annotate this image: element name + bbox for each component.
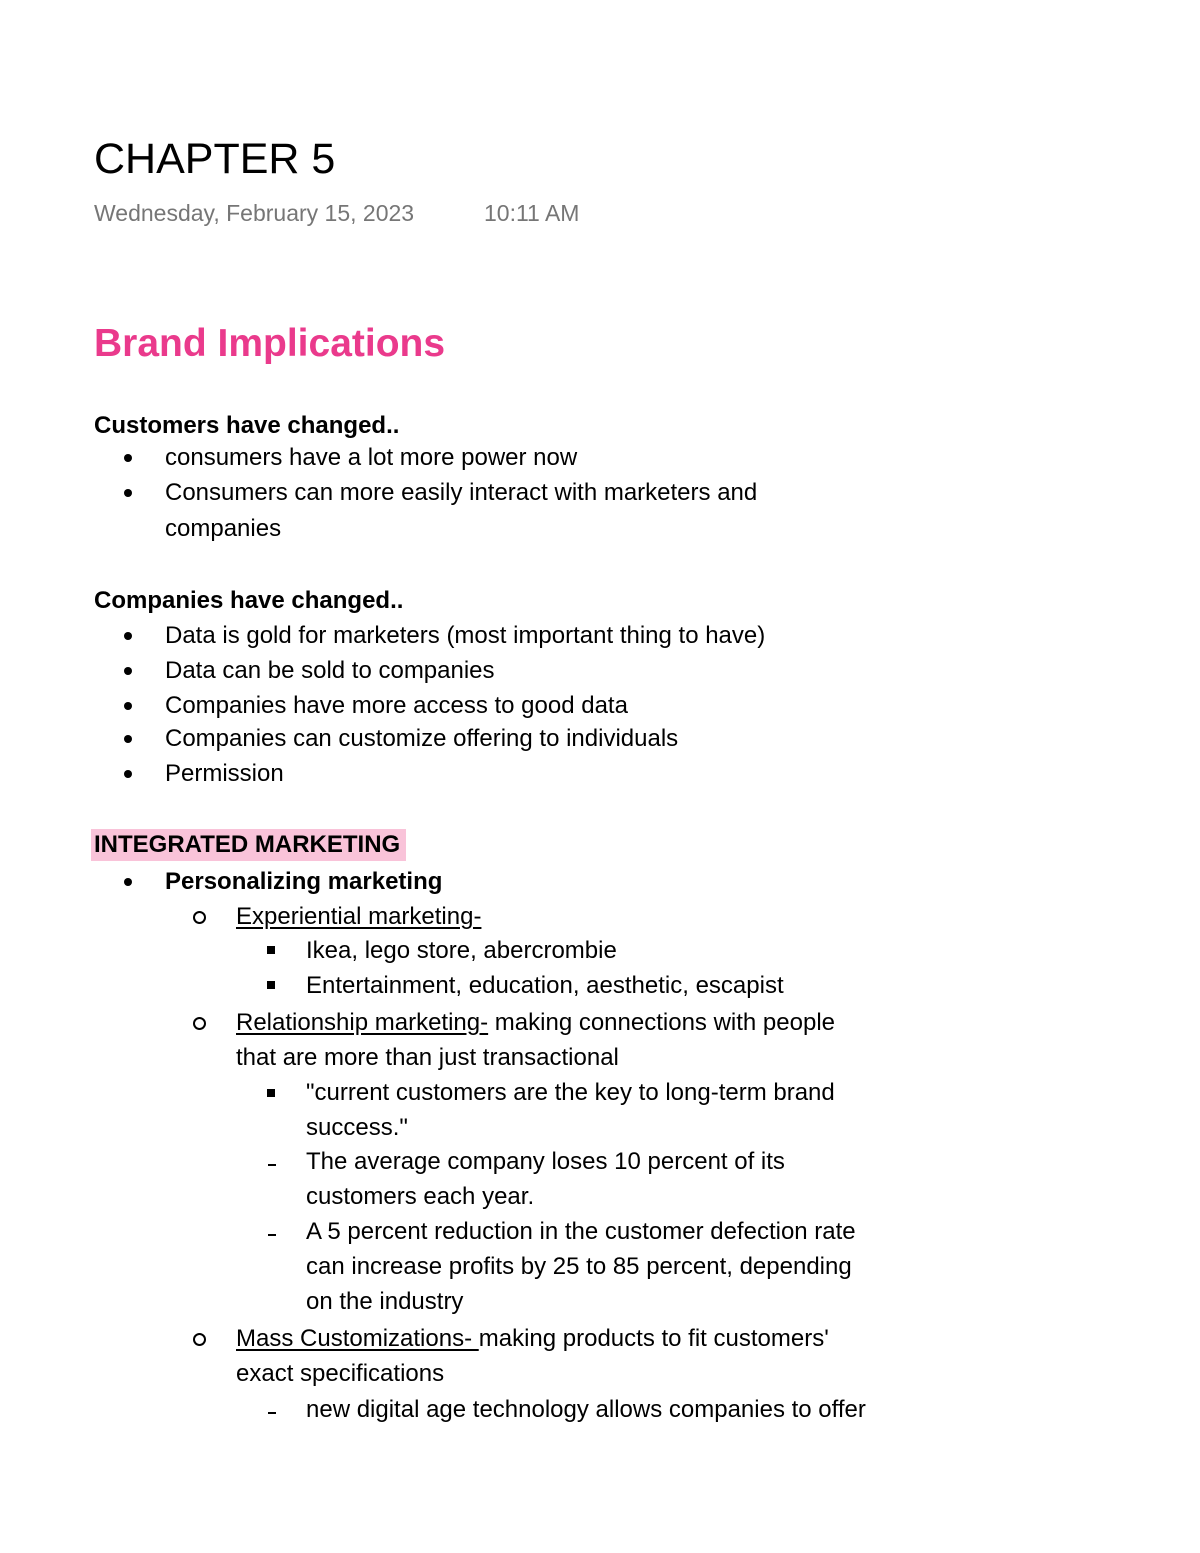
list-item: Companies have more access to good data <box>165 692 628 719</box>
list-item: consumers have a lot more power now <box>165 444 578 471</box>
bullet-circle <box>193 1017 206 1030</box>
list-item-continuation: companies <box>165 515 282 542</box>
relationship-term: Relationship marketing- <box>236 1009 489 1036</box>
bullet-dot <box>124 489 132 497</box>
list-item: "current customers are the key to long-term brand <box>306 1079 835 1106</box>
bullet-dot <box>124 735 132 743</box>
mass-customization-desc: making products to fit customers' <box>478 1325 829 1352</box>
relationship-item <box>236 1008 835 1038</box>
bullet-dot <box>124 702 132 710</box>
bullet-dot <box>124 770 132 778</box>
list-item-continuation: success." <box>306 1114 408 1141</box>
mass-customization-term: Mass Customizations- <box>236 1325 479 1352</box>
list-item: new digital age technology allows companies to offer <box>306 1396 866 1423</box>
section-heading: Brand Implications <box>94 322 446 365</box>
list-item: Consumers can more easily interact with marketers and <box>165 479 758 506</box>
mass-customization-continuation: exact specifications <box>236 1360 445 1387</box>
companies-heading: Companies have changed.. <box>94 587 404 614</box>
list-item-continuation: customers each year. <box>306 1183 535 1210</box>
bullet-dot <box>124 454 132 462</box>
list-item: Ikea, lego store, abercrombie <box>306 937 617 964</box>
integrated-heading <box>94 830 406 860</box>
relationship-continuation: that are more than just transactional <box>236 1044 619 1071</box>
bullet-dash <box>268 1234 276 1236</box>
highlighted-heading: INTEGRATED MARKETING <box>91 829 406 861</box>
bullet-dash <box>268 1164 276 1166</box>
bullet-square <box>267 1089 275 1097</box>
list-item: The average company loses 10 percent of its <box>306 1148 785 1175</box>
bullet-dash <box>268 1412 276 1414</box>
list-item: Data is gold for marketers (most important thing to have) <box>165 622 766 649</box>
list-item: Entertainment, education, aesthetic, escapist <box>306 972 784 999</box>
list-item-continuation: can increase profits by 25 to 85 percent, depending <box>306 1253 852 1280</box>
bullet-circle <box>193 911 206 924</box>
list-item: Data can be sold to companies <box>165 657 495 684</box>
customers-heading: Customers have changed.. <box>94 412 400 439</box>
bullet-circle <box>193 1333 206 1346</box>
experiential-item <box>236 902 481 932</box>
bullet-dot <box>124 667 132 675</box>
bullet-dot <box>124 878 132 886</box>
bullet-square <box>267 946 275 954</box>
list-item: A 5 percent reduction in the customer defection rate <box>306 1218 856 1245</box>
mass-customization-item <box>236 1324 829 1354</box>
personalizing-item: Personalizing marketing <box>165 868 443 895</box>
page-date: Wednesday, February 15, 2023 <box>94 200 415 226</box>
page-title: CHAPTER 5 <box>94 135 336 183</box>
bullet-square <box>267 981 275 989</box>
list-item: Companies can customize offering to individuals <box>165 725 679 752</box>
list-item-continuation: on the industry <box>306 1288 464 1315</box>
page-time: 10:11 AM <box>484 200 580 226</box>
list-item: Permission <box>165 760 284 787</box>
relationship-desc: making connections with people <box>488 1009 835 1036</box>
bullet-dot <box>124 632 132 640</box>
experiential-term: Experiential marketing- <box>236 903 482 930</box>
